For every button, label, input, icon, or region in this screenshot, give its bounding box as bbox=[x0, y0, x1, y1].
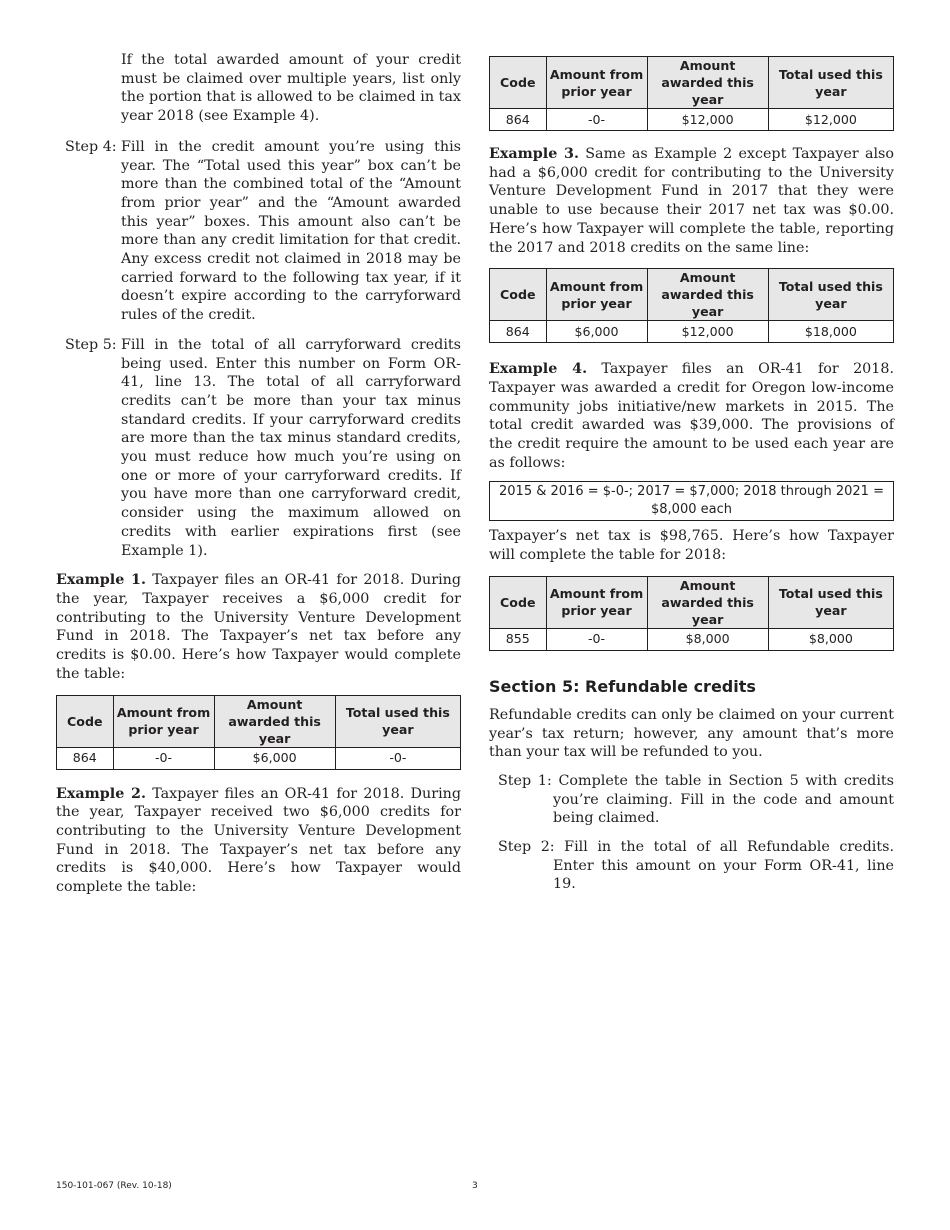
header-prior: Amount from prior year bbox=[113, 695, 214, 747]
header-code: Code bbox=[57, 695, 114, 747]
header-code: Code bbox=[490, 57, 547, 109]
table-row bbox=[490, 321, 894, 343]
table-row bbox=[490, 628, 894, 650]
cell-prior: -0- bbox=[546, 109, 647, 131]
cell-code: 864 bbox=[490, 321, 547, 343]
header-used: Total used this year bbox=[768, 57, 893, 109]
header-code: Code bbox=[490, 269, 547, 321]
cell-code: 864 bbox=[57, 747, 114, 769]
step-5 bbox=[56, 336, 461, 560]
table-row bbox=[57, 747, 461, 769]
step-4-text: Fill in the credit amount you’re using this year. The “Total used this year” box can’t be more than the combined total of the “Amount from prior year” and the “Amount awarded this year” boxes. This amount also can’t be more than any credit limitation for that credit. Any excess credit not claimed in 2018 may be carried forward to the following tax year, if it doesn’t expire according to the carryforward rules of the credit. bbox=[121, 138, 461, 324]
section-5-step-2: Step 2: Fill in the total of all Refundable credits. Enter this amount on your Form OR-41, line 19. bbox=[498, 839, 894, 893]
example-4-label: Example 4. bbox=[489, 361, 588, 378]
cell-code: 864 bbox=[490, 109, 547, 131]
example-4-text: Taxpayer files an OR-41 for 2018. Taxpayer was awarded a credit for Oregon low-income community jobs initiative/new markets in 2015. The total credit awarded was $39,000. The provisions of the credit require the amount to be used each year are as follows: bbox=[489, 361, 895, 471]
header-used: Total used this year bbox=[768, 269, 893, 321]
form-number: 150-101-067 (Rev. 10-18) bbox=[56, 1181, 172, 1191]
header-awarded: Amount awarded this year bbox=[647, 57, 768, 109]
example-3-table bbox=[489, 268, 894, 343]
example-1-label: Example 1. bbox=[56, 572, 146, 589]
cell-prior: -0- bbox=[546, 628, 647, 650]
intro-paragraph: If the total awarded amount of your credit must be claimed over multiple years, list only the portion that is allowed to be claimed in tax year 2018 (see Example 4). bbox=[121, 52, 461, 125]
header-awarded: Amount awarded this year bbox=[214, 695, 335, 747]
cell-awarded: $8,000 bbox=[647, 628, 768, 650]
example-3-label: Example 3. bbox=[489, 146, 579, 162]
example-3-paragraph bbox=[489, 145, 894, 257]
cell-awarded: $6,000 bbox=[214, 747, 335, 769]
example-4-followup: Taxpayer’s net tax is $98,765. Here’s how Taxpayer will complete the table for 2018: bbox=[489, 528, 894, 564]
cell-used: -0- bbox=[335, 747, 460, 769]
example-2-paragraph bbox=[56, 785, 461, 897]
cell-used: $12,000 bbox=[768, 109, 893, 131]
table-row bbox=[490, 109, 894, 131]
header-prior: Amount from prior year bbox=[546, 269, 647, 321]
example-2-text: Taxpayer files an OR-41 for 2018. During the year, Taxpayer received two $6,000 credits for contributing to the University Venture Development Fund in 2018. The Taxpayer’s net tax before any credits is $40,000. Here’s how Taxpayer would complete the table: bbox=[56, 785, 461, 896]
example-4-table bbox=[489, 576, 894, 651]
cell-used: $18,000 bbox=[768, 321, 893, 343]
right-column bbox=[489, 56, 894, 894]
cell-prior: $6,000 bbox=[546, 321, 647, 343]
step-5-text: Fill in the total of all carryforward credits being used. Enter this number on Form OR-41, line 13. The total of all carryforward credits can’t be more than your tax minus standard credits. If your carryforward credits are more than the tax minus standard credits, you must reduce how much you’re using on one or more of your carryforward credits. If you have more than one carryforward credit, consider using the maximum allowed on credits with earlier expirations first (see Example 1). bbox=[121, 336, 461, 559]
header-awarded: Amount awarded this year bbox=[647, 269, 768, 321]
example-3-text: Same as Example 2 except Taxpayer also had a $6,000 credit for contributing to the University Venture Development Fund in 2017 that they were unable to use because their 2017 net tax was $0.00. Here’s how Taxpayer will complete the table, reporting the 2017 and 2018 credits on the same line: bbox=[489, 146, 894, 256]
example-4-paragraph bbox=[489, 360, 894, 472]
cell-prior: -0- bbox=[113, 747, 214, 769]
cell-awarded: $12,000 bbox=[647, 321, 768, 343]
credit-schedule-box: 2015 & 2016 = $-0-; 2017 = $7,000; 2018 through 2021 = $8,000 each bbox=[489, 481, 894, 521]
header-awarded: Amount awarded this year bbox=[647, 576, 768, 628]
step-5-label: Step 5: bbox=[65, 336, 117, 353]
header-prior: Amount from prior year bbox=[546, 57, 647, 109]
page-number: 3 bbox=[472, 1181, 478, 1191]
example-1-text: Taxpayer files an OR-41 for 2018. During the year, Taxpayer receives a $6,000 credit for contributing to the University Venture Development Fund in 2018. The Taxpayer’s net tax before any credits is $0.00. Here’s how Taxpayer would complete the table: bbox=[56, 572, 461, 682]
header-code: Code bbox=[490, 576, 547, 628]
header-prior: Amount from prior year bbox=[546, 576, 647, 628]
header-used: Total used this year bbox=[335, 695, 460, 747]
section-5-step-1: Step 1: Complete the table in Section 5 with credits you’re claiming. Fill in the code and amount being claimed. bbox=[498, 772, 894, 827]
example-1-paragraph bbox=[56, 571, 461, 683]
section-5-intro: Refundable credits can only be claimed on your current year’s tax return; however, any amount that’s more than your tax will be refunded to you. bbox=[489, 706, 894, 761]
cell-code: 855 bbox=[490, 628, 547, 650]
example-2-label: Example 2. bbox=[56, 785, 146, 802]
step-4 bbox=[56, 138, 461, 325]
cell-awarded: $12,000 bbox=[647, 109, 768, 131]
section-5-heading: Section 5: Refundable credits bbox=[489, 676, 756, 696]
example-2-table bbox=[489, 56, 894, 131]
step-4-label: Step 4: bbox=[65, 138, 117, 155]
left-column bbox=[56, 51, 461, 897]
header-used: Total used this year bbox=[768, 576, 893, 628]
example-1-table bbox=[56, 695, 461, 770]
cell-used: $8,000 bbox=[768, 628, 893, 650]
